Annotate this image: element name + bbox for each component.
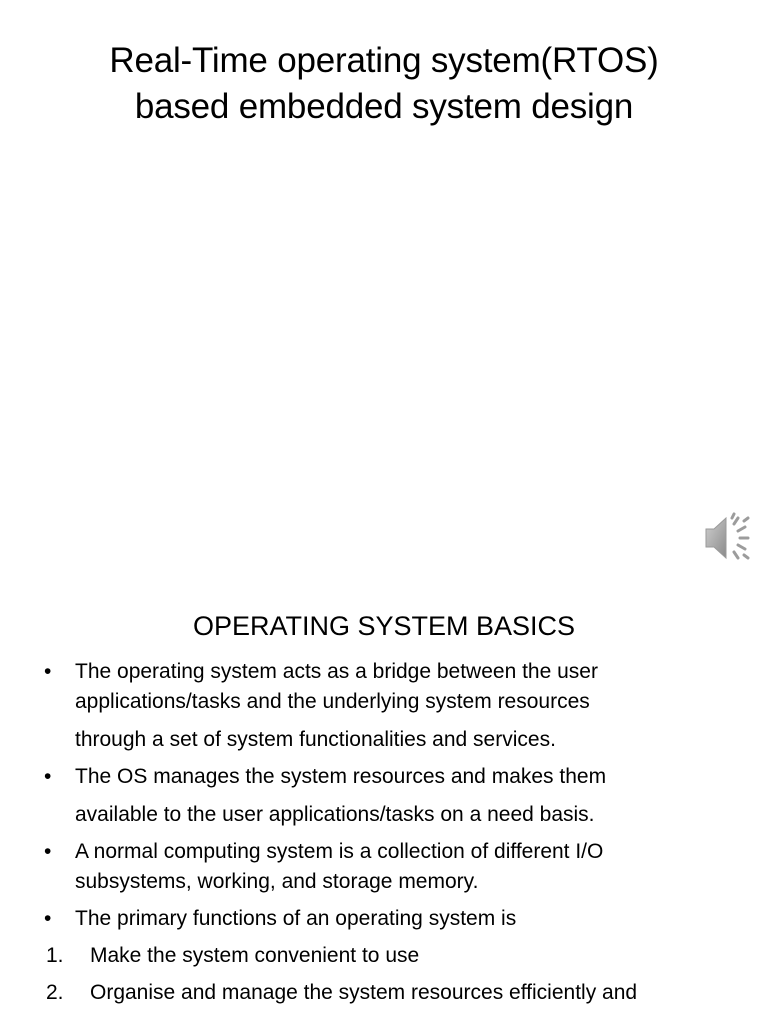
number-mark: 1.: [46, 944, 64, 967]
numbered-item: [44, 978, 734, 1008]
bullet-text: The operating system acts as a bridge between the user: [75, 660, 598, 683]
numbered-text: Organise and manage the system resources efficiently and: [90, 981, 638, 1004]
bullet-item: [44, 762, 734, 830]
bullet-item: [44, 837, 734, 897]
slide-title-line-1: Real-Time operating system(RTOS): [109, 41, 659, 80]
bullet-text: The primary functions of an operating system is: [75, 907, 517, 930]
bullet-text: available to the user applications/tasks on a need basis.: [75, 803, 595, 826]
slide-title: [0, 38, 768, 130]
slide-body: [44, 657, 734, 1015]
numbered-item: [44, 941, 734, 971]
bullet-mark: •: [44, 660, 52, 683]
slide-2: [0, 585, 768, 1024]
bullet-item: [44, 657, 734, 755]
numbered-text: Make the system convenient to use: [90, 944, 420, 967]
bullet-mark: •: [44, 907, 52, 930]
bullet-text: subsystems, working, and storage memory.: [75, 870, 479, 893]
speaker-volume-icon[interactable]: [700, 510, 758, 566]
bullet-text: applications/tasks and the underlying system resources: [75, 690, 590, 713]
bullet-mark: •: [44, 840, 52, 863]
bullet-mark: •: [44, 765, 52, 788]
slide-heading: OPERATING SYSTEM BASICS: [192, 611, 576, 641]
bullet-text: through a set of system functionalities and services.: [75, 728, 556, 751]
bullet-text: A normal computing system is a collection of different I/O: [75, 840, 604, 863]
number-mark: 2.: [46, 981, 64, 1004]
bullet-item: [44, 904, 734, 934]
bullet-text: The OS manages the system resources and makes them: [75, 765, 607, 788]
slide-title-line-2: based embedded system design: [134, 87, 634, 126]
